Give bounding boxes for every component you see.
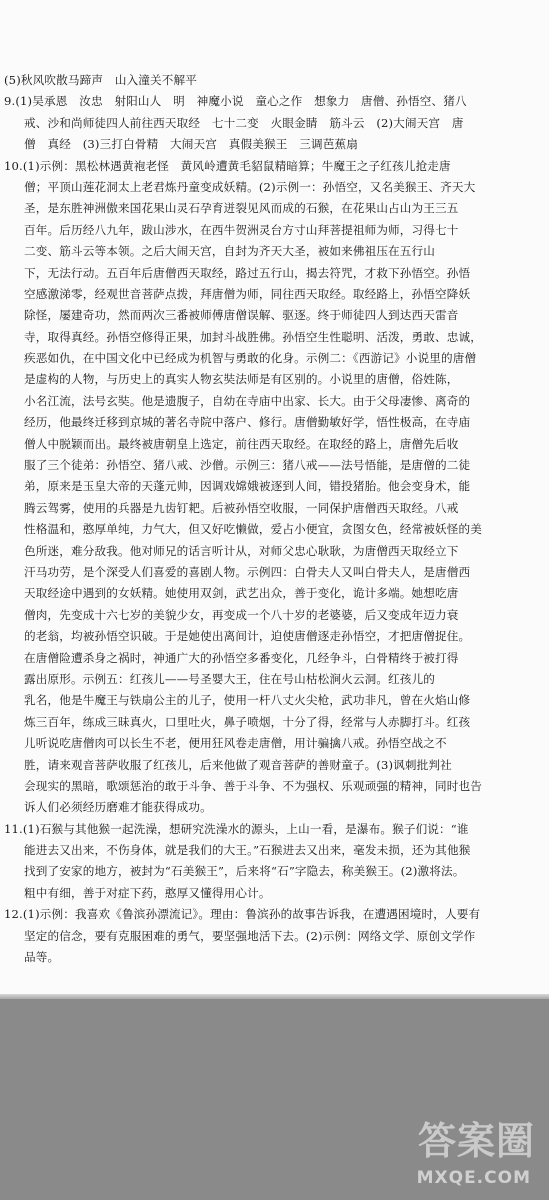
text-line: 天取经途中遇到的女妖精。她使用双剑，武艺出众，善于变化，诡计多端。她想吃唐 bbox=[24, 586, 459, 601]
text-line: (5)秋风吹散马蹄声 山入潼关不解平 bbox=[4, 73, 198, 87]
text-line: 汗马功劳，是个深受人们喜爱的喜剧人物。示例四：白骨夫人又叫白骨夫人，是唐僧西 bbox=[24, 564, 471, 579]
text-line: 炼三百年，练成三昧真火，口里吐火，鼻子喷烟，十分了得，经常与人赤脚打斗。红孩 bbox=[24, 714, 471, 729]
text-line: 在唐僧险遭杀身之祸时，神通广大的孙悟空多番变化，几经争斗，白骨精终于被打得 bbox=[24, 650, 459, 665]
watermark-logo-text: 答案圈 bbox=[417, 1119, 535, 1163]
text-line: 疾恶如仇，在中国文化中已经成为机智与勇敢的化身。示例二：《西游记》小说里的唐僧 bbox=[24, 351, 477, 366]
text-line: 的老翁，均被孙悟空识破。于是她使出离间计，迫使唐僧逐走孙悟空，才把唐僧捉住。 bbox=[24, 629, 471, 644]
text-line: 下，无法行动。五百年后唐僧西天取经，路过五行山，揭去符咒，才救下孙悟空。孙悟 bbox=[24, 265, 471, 280]
text-line: 僧肉，先变成十六七岁的美貌少女，再变成一个八十岁的老婆婆，后又变成年迈力衰 bbox=[24, 607, 459, 622]
text-line: 空感激涕零，经观世音菩萨点拨，拜唐僧为师，同往西天取经。取经路上，孙悟空降妖 bbox=[24, 286, 471, 301]
text-line: 腾云驾雾，使用的兵器是九齿钉耙。后被孙悟空收服，一同保护唐僧西天取经。八戒 bbox=[24, 500, 459, 515]
text-line: 能进去又出来，不伤身体，就是我们的大王。”石猴进去又出来，毫发未损，还为其他猴 bbox=[24, 843, 471, 858]
text-line: 9.(1)吴承恩 汝忠 射阳山人 明 神魔小说 童心之作 想象力 唐僧、孙悟空、猪八 bbox=[4, 94, 467, 109]
watermark-url: MXQE.COM bbox=[416, 1168, 531, 1188]
text-line: 弟，原来是玉皇大帝的天蓬元帅，因调戏嫦娥被逐到人间，错投猪胎。他会变身术，能 bbox=[24, 479, 471, 494]
text-line: 找到了安家的地方，被封为“石美猴王”，后来将“石”字隐去，称美猴王。(2)激将法。 bbox=[24, 864, 465, 879]
text-line: 圣，是东胜神洲傲来国花果山灵石孕育迸裂见风而成的石猴，在花果山占山为王三五 bbox=[24, 201, 459, 216]
text-line: 僧 真经 (3)三打白骨精 大闹天宫 真假美猴王 三调芭蕉扇 bbox=[24, 137, 358, 152]
site-watermark bbox=[391, 1110, 541, 1190]
text-line: 坚定的信念，要有克服困难的勇气，要坚强地活下去。(2)示例：网络文学、原创文学作 bbox=[24, 928, 476, 943]
text-line: 除怪，屡建奇功，然而两次三番被师傅唐僧误解、驱逐。终于师徒四人到达西天雷音 bbox=[24, 308, 459, 323]
text-line: 经历，他最终迁移到京城的著名寺院中落户、修行。唐僧勤敏好学，悟性极高，在寺庙 bbox=[24, 415, 471, 430]
text-line: 10.(1)示例：黑松林遇黄袍老怪 黄风岭遭黄毛貂鼠精暗算；牛魔王之子红孩儿抢走唐 bbox=[4, 158, 451, 173]
text-line: 僧；平顶山莲花洞太上老君炼丹童变成妖精。(2)示例一：孙悟空，又名美猴王、齐天大 bbox=[24, 179, 476, 194]
text-line: 胜，请来观音菩萨收服了红孩儿，后来他做了观音菩萨的善财童子。(3)讽刺批判社 bbox=[24, 757, 452, 772]
text-line: 寺，取得真经。孙悟空修得正果，加封斗战胜佛。孙悟空生性聪明、活泼，勇敢、忠诚， bbox=[24, 329, 483, 344]
text-line: 是虚构的人物，与历史上的真实人物玄奘法师是有区别的。小说里的唐僧，俗姓陈， bbox=[24, 372, 459, 387]
text-line: 戒、沙和尚师徒四人前往西天取经 七十二变 火眼金睛 筋斗云 (2)大闹天宫 唐 bbox=[24, 115, 464, 130]
answer-text-body bbox=[4, 70, 545, 968]
text-line: 僧人中脱颖而出。最终被唐朝皇上选定，前往西天取经。在取经的路上，唐僧先后收 bbox=[24, 436, 459, 451]
text-line: 会现实的黑暗，歌颂惩治的敢于斗争、善于斗争、不为强权、乐观顽强的精神，同时也告 bbox=[24, 778, 483, 793]
text-line: 服了三个徒弟：孙悟空、猪八戒、沙僧。示例三：猪八戒——法号悟能，是唐僧的二徒 bbox=[24, 458, 471, 473]
text-line: 露出原形。示例五：红孩儿——号圣婴大王，住在号山枯松涧火云洞。红孩儿的 bbox=[24, 671, 436, 686]
text-line: 乳名，他是牛魔王与铁扇公主的儿子，使用一杆八丈火尖枪，武功非凡，曾在火焰山修 bbox=[24, 693, 471, 708]
text-line: 性格温和，憨厚单纯，力气大，但又好吃懒做，爱占小便宜，贪图女色，经常被妖怪的美 bbox=[24, 522, 483, 537]
text-line: 色所迷，难分敌我。他对师兄的话言听计从，对师父忠心耿耿，为唐僧西天取经立下 bbox=[24, 543, 459, 558]
text-line: 粗中有细，善于对症下药，憨厚又懂得用心计。 bbox=[24, 885, 271, 900]
text-line: 百年。后历经八九年，跋山涉水，在西牛贺洲灵台方寸山拜菩提祖师为师，习得七十 bbox=[24, 222, 459, 237]
text-line: 12.(1)示例：我喜欢《鲁滨孙漂流记》。理由：鲁滨孙的故事告诉我，在遭遇困境时，人要有 bbox=[4, 907, 481, 922]
text-line: 品等。 bbox=[24, 950, 60, 965]
text-line: 小名江流，法号玄奘。他是遗腹子，自幼在寺庙中出家、长大。由于父母凄惨、离奇的 bbox=[24, 393, 471, 408]
text-line: 11.(1)石猴与其他猴一起洗澡，想研究洗澡水的源头，上山一看，是瀑布。猴子们说：“谁 bbox=[4, 821, 469, 836]
text-line: 诉人们必须经历磨难才能获得成功。 bbox=[24, 800, 212, 815]
text-line: 二变、筋斗云等本领。之后大闹天宫，自封为齐天大圣，被如来佛祖压在五行山 bbox=[24, 244, 436, 259]
text-line: 儿听说吃唐僧肉可以长生不老，便用狂风卷走唐僧，用计骗擒八戒。孙悟空战之不 bbox=[24, 736, 447, 751]
scan-gray-margin bbox=[0, 999, 549, 1200]
